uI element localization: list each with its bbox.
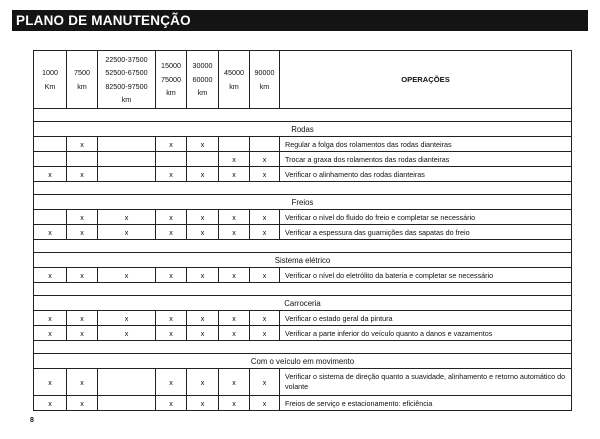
section-spacer	[34, 240, 572, 253]
section-spacer	[34, 341, 572, 354]
interval-mark-cell: x	[156, 369, 187, 396]
table-row	[34, 369, 572, 396]
interval-mark-cell: x	[219, 396, 250, 411]
interval-mark-cell	[98, 152, 156, 167]
interval-mark-cell: x	[156, 326, 187, 341]
interval-mark-cell: x	[250, 369, 280, 396]
interval-mark-cell: x	[219, 369, 250, 396]
maintenance-table	[33, 50, 572, 411]
interval-mark-cell	[34, 137, 67, 152]
interval-mark-cell: x	[34, 326, 67, 341]
interval-header	[250, 51, 280, 109]
table-row	[34, 268, 572, 283]
interval-line: 15000	[161, 61, 181, 71]
interval-mark-cell: x	[250, 225, 280, 240]
interval-header	[219, 51, 250, 109]
interval-mark-cell: x	[187, 225, 219, 240]
operation-cell: Regular a folga dos rolamentos das rodas dianteiras	[280, 137, 572, 152]
interval-mark-cell: x	[98, 225, 156, 240]
interval-header	[34, 51, 67, 109]
interval-mark-cell: x	[156, 268, 187, 283]
interval-mark-cell	[67, 152, 98, 167]
interval-mark-cell	[98, 137, 156, 152]
interval-mark-cell: x	[67, 326, 98, 341]
operation-cell: Verificar o alinhamento das rodas dianteiras	[280, 167, 572, 182]
section-title: Sistema elétrico	[34, 253, 572, 268]
interval-mark-cell: x	[187, 311, 219, 326]
interval-mark-cell: x	[250, 167, 280, 182]
table-row	[34, 326, 572, 341]
section-title: Freios	[34, 195, 572, 210]
page-title: PLANO DE MANUTENÇÃO	[12, 10, 588, 31]
interval-mark-cell: x	[156, 311, 187, 326]
interval-line: km	[197, 88, 208, 98]
interval-mark-cell: x	[156, 396, 187, 411]
interval-mark-cell: x	[250, 268, 280, 283]
interval-mark-cell: x	[34, 268, 67, 283]
interval-mark-cell: x	[67, 137, 98, 152]
interval-mark-cell: x	[250, 311, 280, 326]
interval-mark-cell	[250, 137, 280, 152]
interval-line: 22500-37500	[105, 54, 148, 64]
interval-mark-cell	[219, 137, 250, 152]
operation-cell: Verificar a espessura das guarnições das sapatas do freio	[280, 225, 572, 240]
interval-mark-cell: x	[187, 268, 219, 283]
interval-mark-cell: x	[219, 326, 250, 341]
interval-line: 75000	[161, 74, 181, 84]
interval-mark-cell: x	[219, 311, 250, 326]
interval-mark-cell	[98, 167, 156, 182]
interval-mark-cell: x	[67, 369, 98, 396]
interval-line: km	[229, 81, 239, 91]
operation-cell: Freios de serviço e estacionamento: eficiência	[280, 396, 572, 411]
interval-mark-cell: x	[67, 268, 98, 283]
interval-line: km	[166, 88, 176, 98]
interval-mark-cell: x	[156, 210, 187, 225]
interval-mark-cell	[156, 152, 187, 167]
interval-mark-cell: x	[156, 137, 187, 152]
interval-mark-cell: x	[219, 225, 250, 240]
page-number: 8	[30, 417, 34, 424]
table-row	[34, 167, 572, 182]
interval-header	[156, 51, 187, 109]
operation-cell: Verificar o estado geral da pintura	[280, 311, 572, 326]
interval-mark-cell: x	[98, 326, 156, 341]
interval-mark-cell	[98, 396, 156, 411]
interval-mark-cell	[34, 210, 67, 225]
section-header-row	[34, 253, 572, 268]
interval-mark-cell: x	[187, 137, 219, 152]
interval-header-row	[34, 51, 572, 109]
operation-cell: Trocar a graxa dos rolamentos das rodas dianteiras	[280, 152, 572, 167]
interval-header	[187, 51, 219, 109]
section-title: Rodas	[34, 122, 572, 137]
section-title: Carroceria	[34, 296, 572, 311]
section-spacer	[34, 109, 572, 122]
section-spacer	[34, 283, 572, 296]
interval-mark-cell: x	[250, 210, 280, 225]
interval-mark-cell: x	[67, 311, 98, 326]
operation-cell: Verificar o nível do eletrólito da bateria e completar se necessário	[280, 268, 572, 283]
interval-line: 45000	[224, 68, 244, 77]
section-header-row	[34, 354, 572, 369]
section-header-row	[34, 195, 572, 210]
interval-mark-cell: x	[34, 311, 67, 326]
interval-mark-cell	[98, 369, 156, 396]
table-row	[34, 137, 572, 152]
table-row	[34, 152, 572, 167]
interval-mark-cell: x	[98, 268, 156, 283]
interval-mark-cell: x	[67, 396, 98, 411]
interval-mark-cell: x	[67, 167, 98, 182]
interval-mark-cell: x	[34, 167, 67, 182]
interval-mark-cell: x	[67, 225, 98, 240]
section-header-row	[34, 122, 572, 137]
interval-line: 52500-67500	[105, 68, 148, 77]
interval-line: km	[77, 81, 87, 91]
interval-mark-cell: x	[187, 396, 219, 411]
section-spacer	[34, 182, 572, 195]
operation-cell: Verificar a parte inferior do veículo quanto a danos e vazamentos	[280, 326, 572, 341]
interval-line: 60000	[192, 74, 213, 84]
interval-mark-cell: x	[219, 268, 250, 283]
interval-mark-cell	[187, 152, 219, 167]
interval-line: 90000	[254, 68, 275, 77]
interval-mark-cell: x	[67, 210, 98, 225]
interval-mark-cell: x	[187, 369, 219, 396]
interval-line: 30000	[192, 61, 213, 71]
interval-mark-cell: x	[156, 225, 187, 240]
table-row	[34, 225, 572, 240]
interval-mark-cell	[34, 152, 67, 167]
interval-line: Km	[44, 81, 56, 91]
interval-mark-cell: x	[187, 167, 219, 182]
section-title: Com o veículo em movimento	[34, 354, 572, 369]
table-row	[34, 311, 572, 326]
interval-mark-cell: x	[250, 326, 280, 341]
interval-line: km	[259, 81, 270, 91]
interval-mark-cell: x	[250, 152, 280, 167]
interval-line: km	[121, 95, 132, 104]
interval-line: 82500-97500	[105, 81, 148, 91]
interval-mark-cell: x	[156, 167, 187, 182]
interval-header	[67, 51, 98, 109]
interval-mark-cell: x	[34, 369, 67, 396]
interval-mark-cell: x	[98, 311, 156, 326]
table-row	[34, 396, 572, 411]
table-row	[34, 210, 572, 225]
interval-mark-cell: x	[34, 225, 67, 240]
section-header-row	[34, 296, 572, 311]
operations-header: OPERAÇÕES	[280, 51, 572, 109]
interval-mark-cell: x	[219, 167, 250, 182]
interval-mark-cell: x	[187, 326, 219, 341]
interval-line: 1000	[42, 68, 58, 77]
table-body	[34, 109, 572, 411]
interval-line: 7500	[74, 68, 90, 77]
operation-cell: Verificar o nível do fluido do freio e completar se necessário	[280, 210, 572, 225]
operation-cell: Verificar o sistema de direção quanto a suavidade, alinhamento e retorno automático do volante	[280, 369, 572, 396]
interval-mark-cell: x	[34, 396, 67, 411]
interval-mark-cell: x	[98, 210, 156, 225]
interval-mark-cell: x	[250, 396, 280, 411]
interval-header	[98, 51, 156, 109]
interval-mark-cell: x	[219, 152, 250, 167]
interval-mark-cell: x	[187, 210, 219, 225]
interval-mark-cell: x	[219, 210, 250, 225]
